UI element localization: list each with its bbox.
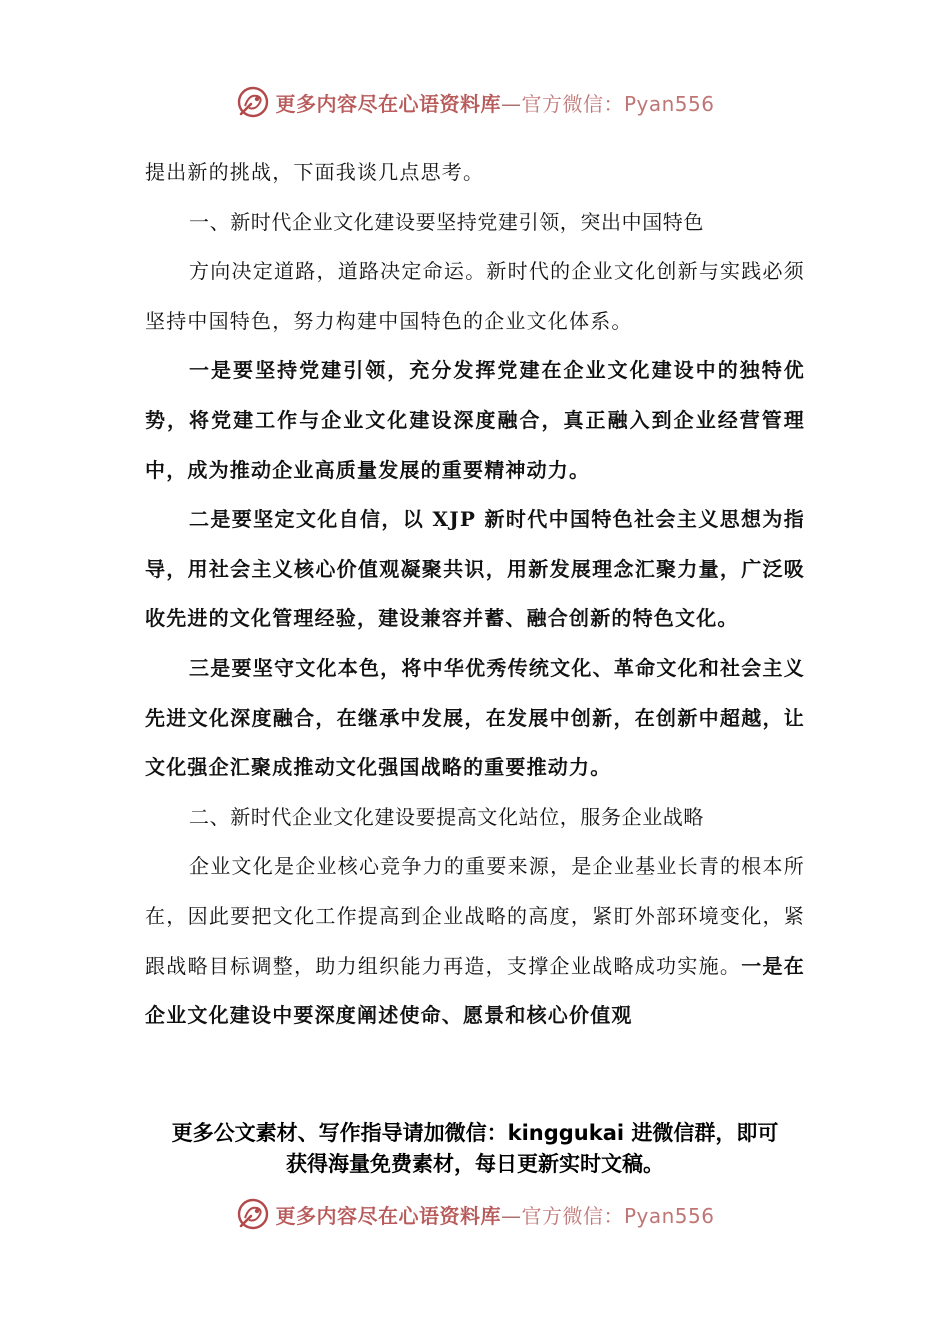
- watermark-footer: [0, 1192, 950, 1236]
- document-body: [145, 148, 805, 1041]
- watermark-dash: —: [500, 91, 522, 116]
- watermark-header: [0, 80, 950, 124]
- paragraph-point-3: 三是要坚守文化本色，将中华优秀传统文化、革命文化和社会主义先进文化深度融合，在继承中发展，在发展中创新，在创新中超越，让文化强企汇聚成推动文化强国战略的重要推动力。: [145, 655, 805, 780]
- paragraph-section1-intro: 方向决定道路，道路决定命运。新时代的企业文化创新与实践必须坚持中国特色，努力构建中国特色的企业文化体系。: [145, 259, 805, 333]
- promo-line-2: 获得海量免费素材，每日更新实时文稿。: [286, 1152, 664, 1176]
- paragraph-section2-intro: [145, 842, 805, 1040]
- promo-footer: [0, 1118, 950, 1180]
- watermark-text: [275, 1200, 714, 1229]
- promo-line-1: 更多公文素材、写作指导请加微信：kinggukai 进微信群，即可: [171, 1121, 779, 1145]
- brand-logo-icon: [235, 1196, 271, 1232]
- watermark-contact: 官方微信：Pyan556: [521, 1203, 715, 1228]
- watermark-brand: 更多内容尽在心语资料库: [275, 91, 501, 116]
- paragraph-section2-text: 企业文化是企业核心竞争力的重要来源，是企业基业长青的根本所在，因此要把文化工作提高到企业战略的高度，紧盯外部环境变化，紧跟战略目标调整，助力组织能力再造，支撑企业战略成功实施。: [145, 854, 805, 978]
- watermark-text: [275, 88, 714, 117]
- paragraph-point-1: 一是要坚持党建引领，充分发挥党建在企业文化建设中的独特优势，将党建工作与企业文化建设深度融合，真正融入到企业经营管理中，成为推动企业高质量发展的重要精神动力。: [145, 358, 805, 482]
- section-heading-2: 二、新时代企业文化建设要提高文化站位，服务企业战略: [189, 804, 704, 829]
- brand-logo-icon: [235, 84, 271, 120]
- watermark-dash: —: [500, 1203, 522, 1228]
- watermark-brand: 更多内容尽在心语资料库: [275, 1203, 501, 1228]
- section-heading-1: 一、新时代企业文化建设要坚持党建引领，突出中国特色: [189, 209, 704, 234]
- paragraph-section2-bold: 一是在企业文化建设中要深度阐述使命、愿景和核心价值观: [145, 953, 805, 1028]
- watermark-contact: 官方微信：Pyan556: [521, 91, 715, 116]
- paragraph-point-2: 二是要坚定文化自信，以 XJP 新时代中国特色社会主义思想为指导，用社会主义核心价值观凝聚共识，用新发展理念汇聚力量，广泛吸收先进的文化管理经验，建设兼容并蓄、融合创新的特色文化。: [145, 507, 805, 631]
- paragraph-intro-tail: 提出新的挑战，下面我谈几点思考。: [145, 160, 485, 184]
